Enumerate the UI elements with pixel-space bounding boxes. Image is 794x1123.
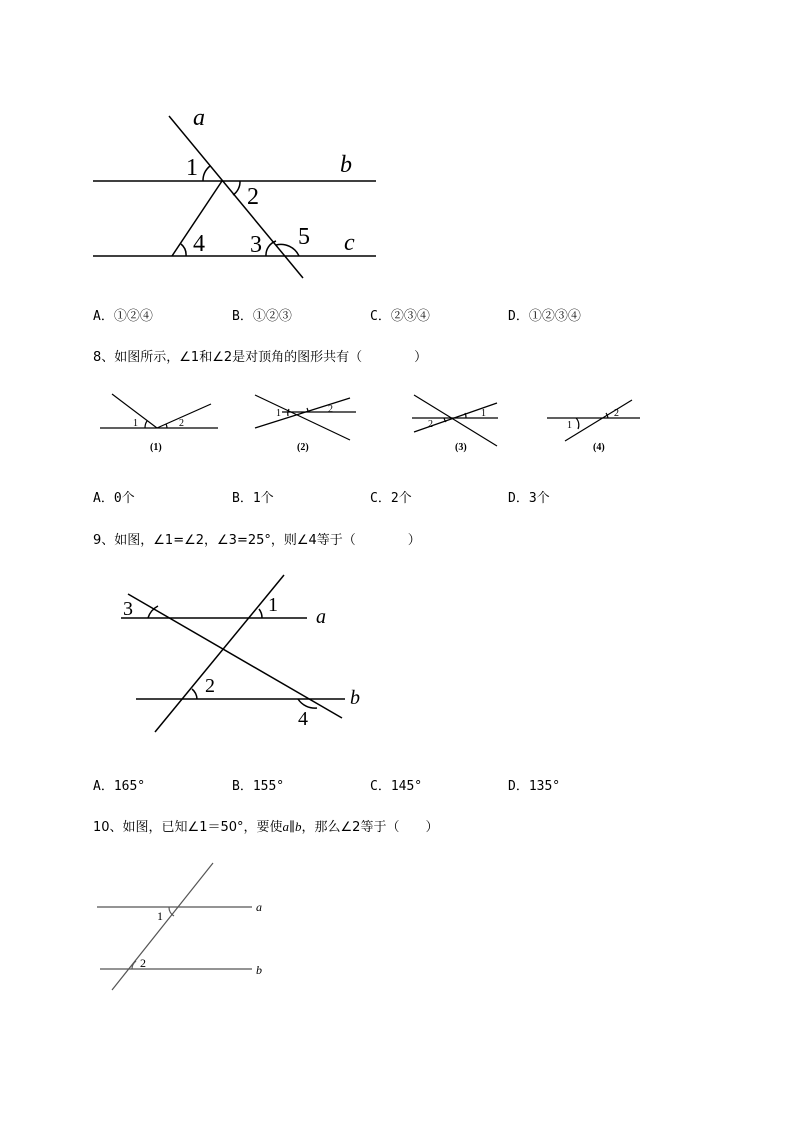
label-angle-1: 1 <box>157 909 163 923</box>
svg-text:2: 2 <box>179 418 184 429</box>
q8-option-a: A．0个 <box>93 491 135 506</box>
q9-option-a: A．165° <box>93 779 146 794</box>
label-angle-3: 3 <box>123 598 133 620</box>
label-line-a: a <box>193 105 205 131</box>
label-line-c: c <box>344 230 355 256</box>
question-10-text-after: ，那么∠2等于（ ） <box>301 820 439 835</box>
question-8-text: 8、如图所示，∠1和∠2是对顶角的图形共有（ ） <box>93 350 428 365</box>
q8-option-d: D．3个 <box>508 491 550 506</box>
caption-3: (3) <box>455 442 467 453</box>
q7-option-a: A．①②④ <box>93 309 153 324</box>
label-angle-2: 2 <box>205 675 215 697</box>
angle-arc-2 <box>132 961 136 969</box>
transversal <box>112 863 213 990</box>
q7-option-d: D．①②③④ <box>508 309 581 324</box>
question-10-text-before: 10、如图，已知∠1＝50°，要使 <box>93 820 283 835</box>
label-line-a: a <box>316 606 326 628</box>
q9-option-d: D．135° <box>508 779 561 794</box>
label-line-b: b <box>340 152 352 178</box>
q7-option-b: B．①②③ <box>232 309 292 324</box>
q9-option-c: C．145° <box>370 779 423 794</box>
q7-option-c: C．②③④ <box>370 309 430 324</box>
label-line-b: b <box>256 963 262 977</box>
svg-text:1: 1 <box>567 420 572 431</box>
caption-1: (1) <box>150 442 162 453</box>
q9-option-b: B．155° <box>232 779 285 794</box>
q8-option-c: C．2个 <box>370 491 412 506</box>
svg-text:2: 2 <box>614 408 619 419</box>
label-angle-5: 5 <box>298 224 310 250</box>
label-angle-4: 4 <box>298 708 308 730</box>
svg-text:1: 1 <box>276 408 281 419</box>
label-angle-4: 4 <box>193 231 205 257</box>
angle-arc-1 <box>169 907 174 916</box>
svg-text:1: 1 <box>481 408 486 419</box>
label-angle-1: 1 <box>186 155 198 181</box>
label-line-b: b <box>350 687 360 709</box>
caption-4: (4) <box>593 442 605 453</box>
question-9-text: 9、如图，∠1=∠2，∠3=25°，则∠4等于（ ） <box>93 533 421 548</box>
svg-text:1: 1 <box>133 418 138 429</box>
caption-2: (2) <box>297 442 309 453</box>
label-line-a: a <box>256 900 262 914</box>
label-angle-2: 2 <box>140 956 146 970</box>
svg-text:2: 2 <box>428 419 433 430</box>
label-angle-1: 1 <box>268 594 278 616</box>
question-10-math: a∥b <box>282 819 302 834</box>
q8-option-b: B．1个 <box>232 491 274 506</box>
label-angle-3: 3 <box>250 232 262 258</box>
svg-text:2: 2 <box>328 404 333 415</box>
label-angle-2: 2 <box>247 184 259 210</box>
